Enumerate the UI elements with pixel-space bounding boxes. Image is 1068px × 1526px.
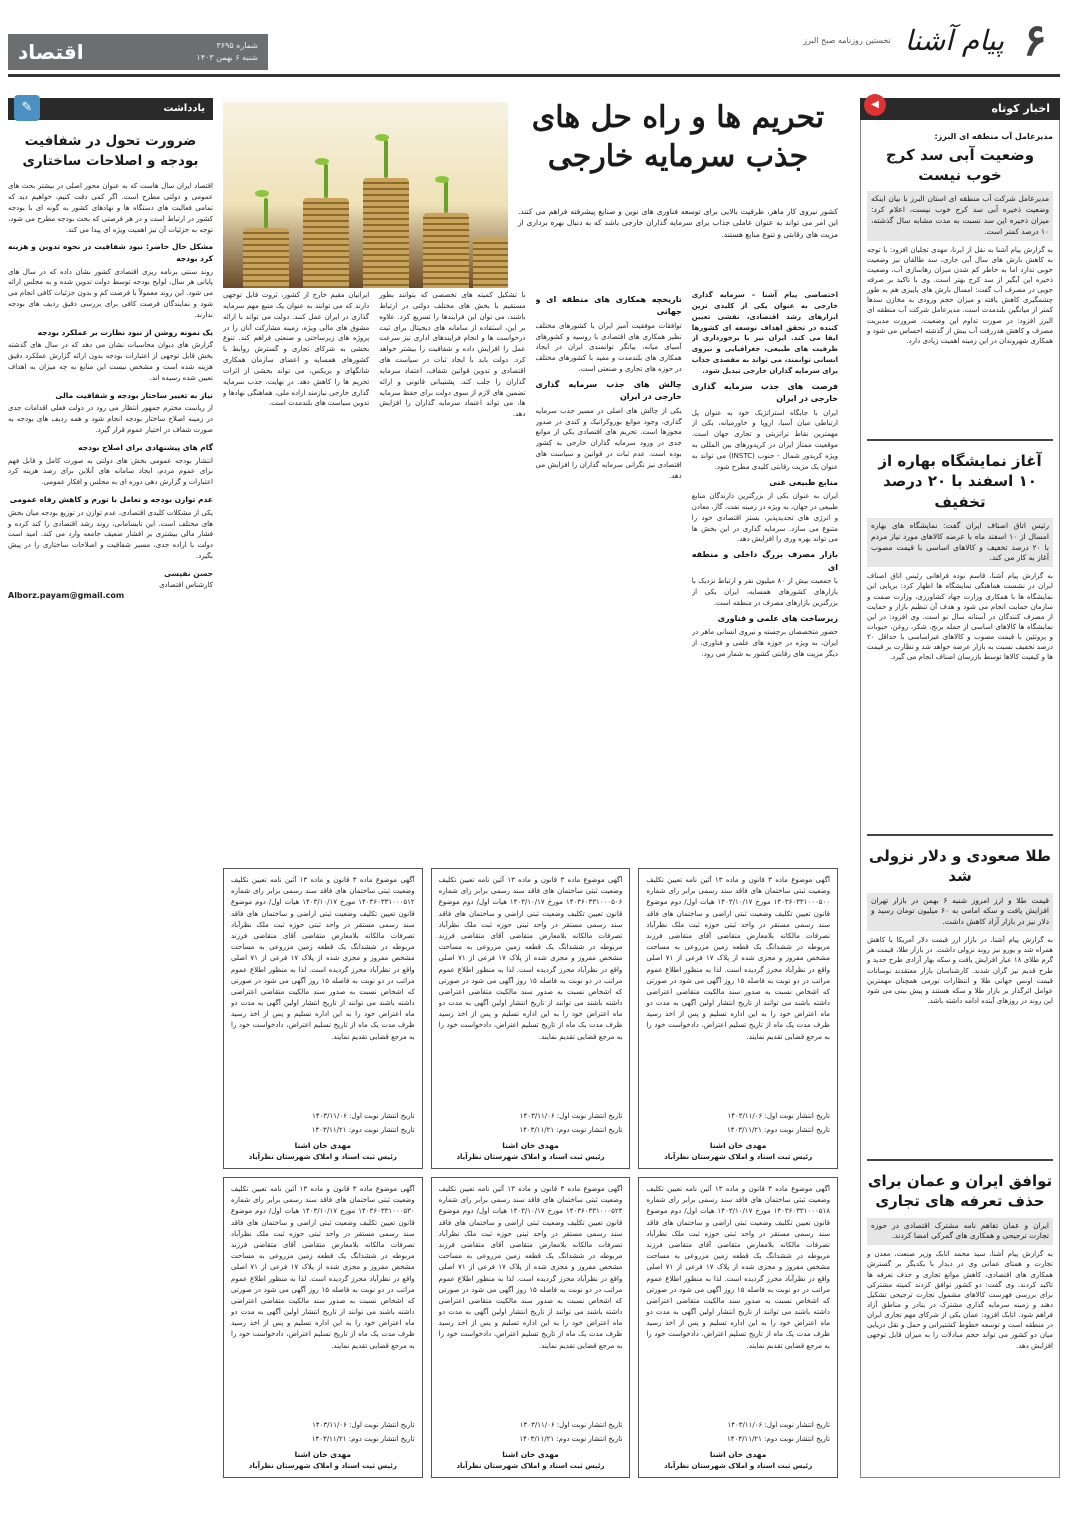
masthead-brand [790,6,1060,76]
news-item-dam [867,131,1053,346]
news-divider [867,439,1053,441]
article-column-1 [692,290,838,860]
article-paragraph: با تشکیل کمیته های تخصصی که بتوانند بطور مستقیم با بخش های مختلف دولتی در ارتباط باشند، می توان این فرایندها را تسریع کرد. علاوه بر این، استفاده از سامانه های دیجیتال برای ثبت درخواست ها و انجام فرایندهای اداری نیز سرعت عمل را افزایش داده و شفافیت را بیشتر خواهد کرد. دولت باید با ایجاد ثبات در سیاست های اقتصادی و تدوین قوانین شفاف، اعتماد سرمایه گذاران را جلب کند. پشتیبانی قانونی و ارائه تضمین های لازم از سوی دولت برای حفظ سرمایه ها، می تواند اعتماد سرمایه گذاران را افزایش دهد. [379,291,526,419]
notice-date-first: تاریخ انتشار نوبت اول: ۱۴۰۳/۱۱/۰۶ [519,1111,623,1120]
coin-stack [303,198,349,288]
main-article-body [223,290,838,860]
editorial-subhead: نیاز به تغییر ساختار بودجه و شفافیت مالی [55,390,213,400]
legal-notice [223,1177,423,1478]
legal-notice [638,1177,838,1478]
coin-stack [473,238,508,288]
notice-date-second: تاریخ انتشار نوبت دوم: ۱۴۰۳/۱۱/۲۱ [311,1434,415,1443]
news-title: آغاز نمایشگاه بهاره از ۱۰ اسفند با ۲۰ درصد تخفیف [878,452,1042,511]
main-headline-line1: تحریم ها و راه حل های [531,100,825,135]
editorial-paragraph: روند سنتی برنامه ریزی اقتصادی کشور نشان داده که در سال های پایانی هر سال، لوایح بودجه توسط دولت تدوین شده و به مجلس ارائه می شود. این روند معمولاً با فرصت کم و بدون جزئیات کافی انجام می شود و نمایندگان فرصت کافی برای بررسی دقیق ردیف های بودجه ندارند. [8,267,213,319]
article-subhead: فرصت های جذب سرمایه گذاری خارجی در ایران [691,381,838,404]
editorial-body [8,181,213,603]
notice-body: آگهی موضوع ماده ۳ قانون و ماده ۱۳ آئین نامه تعیین تکلیف وضعیت ثبتی ساختمان های فاقد سند رسمی برابر رای شماره ۱۴۰۳۶۰۳۳۱۰۰۰۵۲۴ مورخ ۱۴۰۳/۱۰/۱۷ هیات اول/ دوم موضوع قانون تعیین تکلیف وضعیت ثبتی اراضی و ساختمان های فاقد سند رسمی مستقر در واحد ثبتی حوزه ثبت ملک نظرآباد تصرفات مالکانه بلامعارض متقاضی آقای متقاضی فرزند مربوطه در ششدانگ یک قطعه زمین مزروعی به مساحت مشخص مفروز و مجزی شده از پلاک ۱۷ فرعی از ۷۱ اصلی واقع در نظرآباد محرز گردیده است. لذا به منظور اطلاع عموم مراتب در دو نوبت به فاصله ۱۵ روز آگهی می شود در صورتی که اشخاص نسبت به صدور سند مالکیت متقاضی اعتراضی داشته باشند می توانند از تاریخ انتشار اولین آگهی به مدت دو ماه اعتراض خود را به این اداره تسلیم و پس از اخذ رسید ظرف مدت یک ماه از تاریخ تسلیم اعتراض، دادخواست خود را به مرجع قضایی تقدیم نمایند. [438,1185,623,1350]
news-item-gold [867,844,1053,1006]
notice-organization: رئیس ثبت اسناد و املاک شهرستان نظرآباد [456,1152,605,1161]
leaf [255,190,269,197]
article-intro: اختصاصی پیام آشنا – سرمایه گذاری خارجی به عنوان یکی از کلیدی ترین ابزارهای رشد اقتصادی، نقشی تعیین کننده در تحقق اهداف توسعه ای کشورها ایفا می کند. ایران نیز با برخورداری از ظرفیت های طبیعی، جغرافیایی و نیروی انسانی توانمند، می تواند به مقصدی جذاب برای سرمایه گذاران خارجی تبدیل شود. [691,291,838,375]
notice-organization: رئیس ثبت اسناد و املاک شهرستان نظرآباد [664,1461,813,1470]
page-number: ۶ [1023,15,1047,67]
notice-organization: رئیس ثبت اسناد و املاک شهرستان نظرآباد [248,1152,397,1161]
news-lead: ایران و عمان تفاهم نامه مشترک اقتصادی در حوزه تجارت ترجیحی و همکاری های گمرکی امضا کردند. [867,1218,1053,1246]
coin-stack [423,213,469,288]
editorial-title: ضرورت تحول در شفافیت بودجه و اصلاحات ساختاری [22,133,199,169]
leaf [315,158,329,165]
article-paragraph: ایران با جایگاه استراتژیک خود به عنوان پل ارتباطی میان آسیا، اروپا و خاورمیانه، یکی از مهمترین نقاط ترانزیتی و تجاری جهان است. موقعیت ممتاز ایران در کریدورهای بین المللی به ویژه کریدور شمال - جنوب (INSTC) می تواند به عنوان یک مزیت رقابتی کلیدی مطرح شود. [691,408,838,471]
notice-date-first: تاریخ انتشار نوبت اول: ۱۴۰۳/۱۱/۰۶ [312,1111,415,1120]
notice-date-second: تاریخ انتشار نوبت دوم: ۱۴۰۳/۱۱/۲۱ [311,1125,415,1134]
notice-body: آگهی موضوع ماده ۳ قانون و ماده ۱۳ آئین نامه تعیین تکلیف وضعیت ثبتی ساختمان های فاقد سند رسمی برابر رای شماره ۱۴۰۳۶۰۳۳۱۰۰۰۵۰۶ مورخ ۱۴۰۳/۱۰/۱۷ هیات اول/ دوم موضوع قانون تعیین تکلیف وضعیت ثبتی اراضی و ساختمان های فاقد سند رسمی مستقر در واحد ثبتی حوزه ثبت ملک نظرآباد تصرفات مالکانه بلامعارض متقاضی آقای متقاضی فرزند مربوطه در ششدانگ یک قطعه زمین مزروعی به مساحت مشخص مفروز و مجزی شده از پلاک ۱۷ فرعی از ۷۱ اصلی واقع در نظرآباد محرز گردیده است. لذا به منظور اطلاع عموم مراتب در دو نوبت به فاصله ۱۵ روز آگهی می شود در صورتی که اشخاص نسبت به صدور سند مالکیت متقاضی اعتراضی داشته باشند می توانند از تاریخ انتشار اولین آگهی به مدت دو ماه اعتراض خود را به این اداره تسلیم و پس از اخذ رسید ظرف مدت یک ماه از تاریخ تسلیم اعتراض، دادخواست خود را به مرجع قضایی تقدیم نمایند. [438,876,623,1041]
news-title: طلا صعودی و دلار نزولی شد [868,847,1052,886]
masthead-rule [8,74,1060,77]
notice-signatory: مهدی خان اشنا [709,1449,767,1459]
notice-body: آگهی موضوع ماده ۳ قانون و ماده ۱۳ آئین نامه تعیین تکلیف وضعیت ثبتی ساختمان های فاقد سند رسمی برابر رای شماره ۱۴۰۳۶۰۳۳۱۰۰۰۵۱۲ مورخ ۱۴۰۳/۱۰/۱۷ هیات اول/ دوم موضوع قانون تعیین تکلیف وضعیت ثبتی اراضی و ساختمان های فاقد سند رسمی مستقر در واحد ثبتی حوزه ثبت ملک نظرآباد تصرفات مالکانه بلامعارض متقاضی آقای متقاضی فرزند مربوطه در ششدانگ یک قطعه زمین مزروعی به مساحت مشخص مفروز و مجزی شده از پلاک ۱۷ فرعی از ۷۱ اصلی واقع در نظرآباد محرز گردیده است. لذا به منظور اطلاع عموم مراتب در دو نوبت به فاصله ۱۵ روز آگهی می شود در صورتی که اشخاص نسبت به صدور سند مالکیت متقاضی اعتراضی داشته باشند می توانند از تاریخ انتشار اولین آگهی به مدت دو ماه اعتراض خود را به این اداره تسلیم و پس از اخذ رسید ظرف مدت یک ماه از تاریخ تسلیم اعتراض، دادخواست خود را به مرجع قضایی تقدیم نمایند. [231,876,415,1041]
news-item-oman [867,1169,1053,1351]
editorial-column [8,98,213,1478]
news-divider [867,834,1053,836]
sprout [324,164,328,198]
notice-date-second: تاریخ انتشار نوبت دوم: ۱۴۰۳/۱۱/۲۱ [519,1125,623,1134]
news-lead: رئیس اتاق اصناف ایران گفت: نمایشگاه های بهاره امسال از ۱۰ اسفند ماه با عرضه کالاهای مورد نیاز مردم با ۲۰ درصد تخفیف و کالاهای اساسی با قیمت مصوب آغاز به کار می کند. [867,518,1053,568]
legal-notice [223,868,423,1169]
notice-date-second: تاریخ انتشار نوبت دوم: ۱۴۰۳/۱۱/۲۱ [727,1434,830,1443]
article-paragraph: ایران به عنوان یکی از بزرگترین دارندگان منابع طبیعی در جهان، به ویژه در زمینه نفت، گاز، معادن و انرژی های تجدیدپذیر، بستر اقتصادی خود را متنوع می سازد. سرمایه گذاری در این بخش ها می تواند بهره وری را افزایش دهد. [691,491,838,544]
news-item-exhibition [867,449,1053,663]
notice-signatory: مهدی خان اشنا [502,1449,559,1459]
notice-organization: رئیس ثبت اسناد و املاک شهرستان نظرآباد [456,1461,605,1470]
notice-date-second: تاریخ انتشار نوبت دوم: ۱۴۰۳/۱۱/۲۱ [519,1434,623,1443]
coin-stack [243,228,289,288]
editorial-paragraph: اقتصاد ایران سال هاست که به عنوان محور اصلی در بیشتر بحث های عمومی و دولتی مطرح است. اگر کمی دقت کنیم، خواهیم دید که تمامی فعالیت های دستگاه ها و نهادهای کشور به گونه ای با بودجه کشور در ارتباط است و در هر فرصتی که بحث بودجه مطرح می شود، توجه به جزئیات آن نیز اهمیت ویژه ای پیدا می کند. [8,182,213,234]
editorial-subhead: مشکل حال حاضر: نبود شفافیت در نحوه تدوین و هزینه کرد بودجه [8,242,213,263]
article-paragraph: حضور متخصصان برجسته و نیروی انسانی ماهر در ایران، به ویژه در حوزه های علمی و فناوری، از دیگر مزیت های رقابتی کشور به شمار می رود. [691,627,838,658]
news-title: توافق ایران و عمان برای حذف تعرفه های تجاری [867,1172,1053,1211]
article-paragraph: با جمعیت بیش از ۸۰ میلیون نفر و ارتباط نزدیک با بازارهای کشورهای همسایه، ایران یکی از بزرگترین بازارهای مصرف در منطقه است. [691,576,838,607]
issue-info [196,40,258,63]
notice-body: آگهی موضوع ماده ۳ قانون و ماده ۱۳ آئین نامه تعیین تکلیف وضعیت ثبتی ساختمان های فاقد سند رسمی برابر رای شماره ۱۴۰۳۶۰۳۳۱۰۰۰۵۰۰ مورخ ۱۴۰۳/۱۰/۱۷ هیات اول/ دوم موضوع قانون تعیین تکلیف وضعیت ثبتی اراضی و ساختمان های فاقد سند رسمی مستقر در واحد ثبتی حوزه ثبت ملک نظرآباد تصرفات مالکانه بلامعارض متقاضی آقای متقاضی فرزند مربوطه در ششدانگ یک قطعه زمین مزروعی به مساحت مشخص مفروز و مجزی شده از پلاک ۱۷ فرعی از ۷۱ اصلی واقع در نظرآباد محرز گردیده است. لذا به منظور اطلاع عموم مراتب در دو نوبت به فاصله ۱۵ روز آگهی می شود در صورتی که اشخاص نسبت به صدور سند مالکیت متقاضی اعتراضی داشته باشند می توانند از تاریخ انتشار اولین آگهی به مدت دو ماه اعتراض خود را به این اداره تسلیم و پس از اخذ رسید ظرف مدت یک ماه از تاریخ تسلیم اعتراض، دادخواست خود را به مرجع قضایی تقدیم نمایند. [646,876,830,1041]
notice-signatory: مهدی خان اشنا [294,1449,352,1459]
news-lead: قیمت طلا و ارز امروز شنبه ۶ بهمن در بازار تهران افزایش یافت و سکه امامی به ۶۰ میلیون تومان رسید و دلار نیز در بازار آزاد کاهش داشت. [867,893,1053,932]
article-paragraph: یکی از چالش های اصلی در مسیر جذب سرمایه گذاری، وجود موانع بوروکراتیک و کندی در صدور مجوزها است. تحریم های اقتصادی یکی از موانع جدی در ورود سرمایه گذاران خارجی به کشور بوده است. عدم ثبات در قوانین و سیاست های اقتصادی نیز نگرانی سرمایه گذاران را افزایش می دهد. [535,406,682,480]
sprout [444,181,448,213]
article-subhead: بازار مصرف بزرگ داخلی و منطقه ای [691,550,838,572]
notice-organization: رئیس ثبت اسناد و املاک شهرستان نظرآباد [664,1152,813,1161]
news-body: به گزارش پیام آشنا، سید محمد اتابک وزیر صنعت، معدن و تجارت و همتای عمانی وی در دیدار با یکدیگر بر گسترش همکاری های اقتصادی، کاهش موانع تجاری و حذف تعرفه ها تاکید کردند. وی گفت: دو کشور توافق کردند کمیته مشترکی برای بررسی فهرست کالاهای مشمول تجارت ترجیحی تشکیل دهند و زمینه سرمایه گذاری مشترک در بنادر و مناطق آزاد فراهم شود. اتابک افزود: عمان یکی از شرکای مهم تجاری ایران در منطقه است و توسعه خطوط کشتیرانی و حمل و نقل دریایی میان دو کشور می تواند حجم مبادلات را به میزان قابل توجهی افزایش دهد. [867,1250,1053,1350]
editorial-paragraph: انتشار بودجه عمومی بخش های دولتی به صورت کامل و قابل فهم برای عموم مردم، ایجاد سامانه های آنلاین برای رصد هزینه کرد اعتبارات و گزارش دهی دوره ای به مجلس و افکار عمومی. [8,456,213,487]
main-headline-line2: جذب سرمایه خارجی [547,139,809,174]
leaf [435,176,449,183]
notice-date-first: تاریخ انتشار نوبت اول: ۱۴۰۳/۱۱/۰۶ [727,1420,830,1429]
news-lead: مدیرعامل شرکت آب منطقه ای استان البرز با بیان اینکه وضعیت ذخیره آبی سد کرج خوب نیست، اعلام کرد: میزان ذخیره این سد نسبت به مدت مشابه سال گذشته، ۱۰ درصد کمتر است. [867,191,1053,241]
legal-notice [431,868,631,1169]
leaf [375,134,389,141]
article-column-2 [536,290,682,860]
section-banner [8,34,268,70]
editorial-subhead: یک نمونه روشن از نبود نظارت بر عملکرد بودجه [37,327,213,337]
editorial-header-label: یادداشت [163,102,205,114]
coin-stack [363,178,409,288]
editorial-author-role: کارشناس اقتصادی [159,580,213,589]
news-divider [867,1159,1053,1161]
short-news-header [860,98,1060,120]
masthead [8,6,1060,84]
editorial-subhead: گام های پیشنهادی برای اصلاح بودجه [78,442,213,452]
short-news-header-label: اخبار کوتاه [991,102,1050,116]
editorial-header [8,98,213,120]
section-name: اقتصاد [18,39,84,64]
notice-signatory: مهدی خان اشنا [294,1140,352,1150]
newspaper-tagline: نخستین روزنامه صبح البرز [803,36,891,46]
article-subhead: تاریخچه همکاری های منطقه ای و جهانی [535,295,682,317]
notice-signatory: مهدی خان اشنا [502,1140,559,1150]
newspaper-page [8,6,1060,1520]
notice-date-first: تاریخ انتشار نوبت اول: ۱۴۰۳/۱۱/۰۶ [312,1420,415,1429]
issue-number: شماره ۳۶۹۵ [216,41,258,51]
editorial-paragraph: یکی از مشکلات کلیدی اقتصادی، عدم توازن در توزیع بودجه میان بخش های مختلف است. این نابسامانی، روند رشد اقتصادی را کند کرده و فشار مالی بیشتری بر اقشار ضعیف جامعه وارد می کند. امید است دولت با اراده جدی، مسیر شفافیت و اصلاحات ساختاری را در پیش بگیرد. [8,508,213,561]
notice-date-second: تاریخ انتشار نوبت دوم: ۱۴۰۳/۱۱/۲۱ [727,1125,830,1134]
editorial-subhead: عدم توازن بودجه و تعامل با تورم و کاهش رفاه عمومی [9,495,213,505]
sprout [264,198,268,228]
article-subhead: منابع طبیعی غنی [769,477,838,487]
notice-date-first: تاریخ انتشار نوبت اول: ۱۴۰۳/۱۱/۰۶ [727,1111,830,1120]
news-kicker: مدیرعامل آب منطقه ای البرز: [934,132,1053,141]
editorial-author: حسن نفیسی [164,568,213,578]
coins-plants-photo [223,102,508,288]
issue-date: شنبه ۶ بهمن ۱۴۰۳ [196,53,258,62]
editorial-email-link[interactable]: Alborz.payam@gmail.com [8,591,125,601]
short-news-column [860,98,1060,1478]
megaphone-icon: ◀ [864,94,886,116]
main-lead: کشور نیروی کار ماهر، ظرفیت بالایی برای توسعه فناوری های نوین و صنایع پیشرفته فراهم می کنند. این امر می تواند به عنوان عاملی جذاب برای سرمایه گذاران خارجی باشد که به دنبال بهره برداری از مزیت های رقابتی و تنوع منابع هستند. [518,207,838,239]
news-body: به گزارش پیام آشنا، قاسم نوده فراهانی رئیس اتاق اصناف ایران در نشست هماهنگی نمایشگاه ها اظهار کرد: برپایی این نمایشگاه ها با همکاری وزارت جهاد کشاورزی، وزارت صمت و سازمان حمایت انجام می شود و هدف آن تنظیم بازار و حمایت از مصرف کنندگان در آستانه سال نو است. وی افزود: در این نمایشگاه ها کالاهای اساسی از جمله برنج، شکر، روغن، حبوبات و پروتئین با قیمت مصوب و کالاهای غیراساسی با حداقل ۲۰ درصد تخفیف نسبت به بازار عرضه خواهد شد و نظارت بر قیمت ها و کیفیت کالاها توسط بازرسان اصناف انجام می گیرد. [867,572,1053,662]
news-body: به گزارش پیام آشنا به نقل از ایرنا، مهدی تجلیان افزود: با توجه به کاهش بارش های سال آبی جاری، سد طالقان نیز وضعیت خوبی ندارد اما به خاطر کم شدن میزان رهاسازی آب، وضعیت ذخیره این آبگیر از سد کرج بهتر است. وی با تاکید بر صرفه جویی در مصرف آب گفت: امسال بارش های پاییزی هم به طور چشمگیری کاهش یافته و میزان حجم ورودی به مخازن سدها کمتر از میانگین بلندمدت است. مدیرعامل شرکت آب منطقه ای البرز افزود: در صورت تداوم این وضعیت، ضرورت مدیریت مصرف و کاهش هدررفت آب بیش از گذشته احساس می شود و همکاری شهروندان در این زمینه اهمیت زیادی دارد. [867,245,1053,345]
article-paragraph: توافقات موفقیت آمیز ایران با کشورهای مختلف نظیر همکاری های اقتصادی با روسیه و کشورهای آسیای میانه، بیانگر توانمندی ایران در ایجاد همکاری های بلندمدت و مفید با کشورهای مختلف در حوزه های تجاری و صنعتی است. [535,321,682,374]
notice-body: آگهی موضوع ماده ۳ قانون و ماده ۱۳ آئین نامه تعیین تکلیف وضعیت ثبتی ساختمان های فاقد سند رسمی برابر رای شماره ۱۴۰۳۶۰۳۳۱۰۰۰۵۳۰ مورخ ۱۴۰۳/۱۰/۱۷ هیات اول/ دوم موضوع قانون تعیین تکلیف وضعیت ثبتی اراضی و ساختمان های فاقد سند رسمی مستقر در واحد ثبتی حوزه ثبت ملک نظرآباد تصرفات مالکانه بلامعارض متقاضی آقای متقاضی فرزند مربوطه در ششدانگ یک قطعه زمین مزروعی به مساحت مشخص مفروز و مجزی شده از پلاک ۱۷ فرعی از ۷۱ اصلی واقع در نظرآباد محرز گردیده است. لذا به منظور اطلاع عموم مراتب در دو نوبت به فاصله ۱۵ روز آگهی می شود در صورتی که اشخاص نسبت به صدور سند مالکیت متقاضی اعتراضی داشته باشند می توانند از تاریخ انتشار اولین آگهی به مدت دو ماه اعتراض خود را به این اداره تسلیم و پس از اخذ رسید ظرف مدت یک ماه از تاریخ تسلیم اعتراض، دادخواست خود را به مرجع قضایی تقدیم نمایند. [231,1185,415,1350]
notice-organization: رئیس ثبت اسناد و املاک شهرستان نظرآباد [248,1461,397,1470]
article-paragraph: ایرانیان مقیم خارج از کشور، ثروت قابل توجهی دارند که می توانند به عنوان یک منبع مهم سرمایه گذاری در ایران عمل کنند. دولت می تواند با ارائه مشوق های مالی ویژه، زمینه مشارکت آنان را در پروژه های زیرساختی و صنعتی فراهم کند. تنوع بخشی به شرکای تجاری و گسترش روابط با کشورهای همسایه و اعضای سازمان همکاری شانگهای و بریکس، می تواند بخشی از اثرات تحریم ها را کاهش دهد. در نهایت، جذب سرمایه گذاری خارجی نیازمند اراده ملی، هماهنگی نهادها و تدوین سیاست های بلندمدت است. [223,291,370,408]
legal-notice [638,868,838,1169]
sprout [384,140,388,178]
article-subhead: زیرساخت های علمی و فناوری [717,613,838,623]
note-icon: ✎ [14,95,40,121]
newspaper-logo: پیام آشنا [904,23,1004,57]
notice-date-first: تاریخ انتشار نوبت اول: ۱۴۰۳/۱۱/۰۶ [519,1420,623,1429]
notice-signatory: مهدی خان اشنا [709,1140,767,1150]
editorial-paragraph: گزارش های دیوان محاسبات نشان می دهد که در سال های گذشته بخش قابل توجهی از اعتبارات بودجه بدون ارائه گزارش عملکرد دقیق هزینه شده است و مشخص نیست این منابع به چه میزان به اهداف تعیین شده رسیده اند. [8,341,213,382]
legal-notices-grid [223,868,838,1478]
editorial-paragraph: از ریاست محترم جمهور انتظار می رود در دولت فعلی اقدامات جدی در زمینه اصلاح ساختار بودجه انجام شود و همه ردیف های بودجه به صورت شفاف در اختیار عموم قرار گیرد. [8,404,213,435]
news-body: به گزارش پیام آشنا، در بازار ارز قیمت دلار آمریکا با کاهش همراه شد و یورو نیز روند نزولی داشت. در بازار طلا، قیمت هر گرم طلای ۱۸ عیار افزایش یافت و سکه بهار آزادی طرح جدید و طرح قدیم نیز گران شدند. کارشناسان بازار معتقدند نوسانات قیمت اونس جهانی طلا و انتظارات تورمی همچنان مهمترین عوامل اثرگذار بر بازار طلا و سکه هستند و پیش بینی می شود این روند در روزهای آینده ادامه داشته باشد. [867,936,1053,1005]
legal-notice [431,1177,631,1478]
article-subhead: چالش های جذب سرمایه گذاری خارجی در ایران [535,380,682,402]
main-headline [518,98,838,176]
news-title: وضعیت آبی سد کرج خوب نیست [885,145,1035,184]
notice-body: آگهی موضوع ماده ۳ قانون و ماده ۱۳ آئین نامه تعیین تکلیف وضعیت ثبتی ساختمان های فاقد سند رسمی برابر رای شماره ۱۴۰۳۶۰۳۳۱۰۰۰۵۱۸ مورخ ۱۴۰۳/۱۰/۱۷ هیات اول/ دوم موضوع قانون تعیین تکلیف وضعیت ثبتی اراضی و ساختمان های فاقد سند رسمی مستقر در واحد ثبتی حوزه ثبت ملک نظرآباد تصرفات مالکانه بلامعارض متقاضی آقای متقاضی فرزند مربوطه در ششدانگ یک قطعه زمین مزروعی به مساحت مشخص مفروز و مجزی شده از پلاک ۱۷ فرعی از ۷۱ اصلی واقع در نظرآباد محرز گردیده است. لذا به منظور اطلاع عموم مراتب در دو نوبت به فاصله ۱۵ روز آگهی می شود در صورتی که اشخاص نسبت به صدور سند مالکیت متقاضی اعتراضی داشته باشند می توانند از تاریخ انتشار اولین آگهی به مدت دو ماه اعتراض خود را به این اداره تسلیم و پس از اخذ رسید ظرف مدت یک ماه از تاریخ تسلیم اعتراض، دادخواست خود را به مرجع قضایی تقدیم نمایند. [646,1185,830,1350]
article-column-4 [223,290,369,860]
article-column-3 [379,290,525,860]
